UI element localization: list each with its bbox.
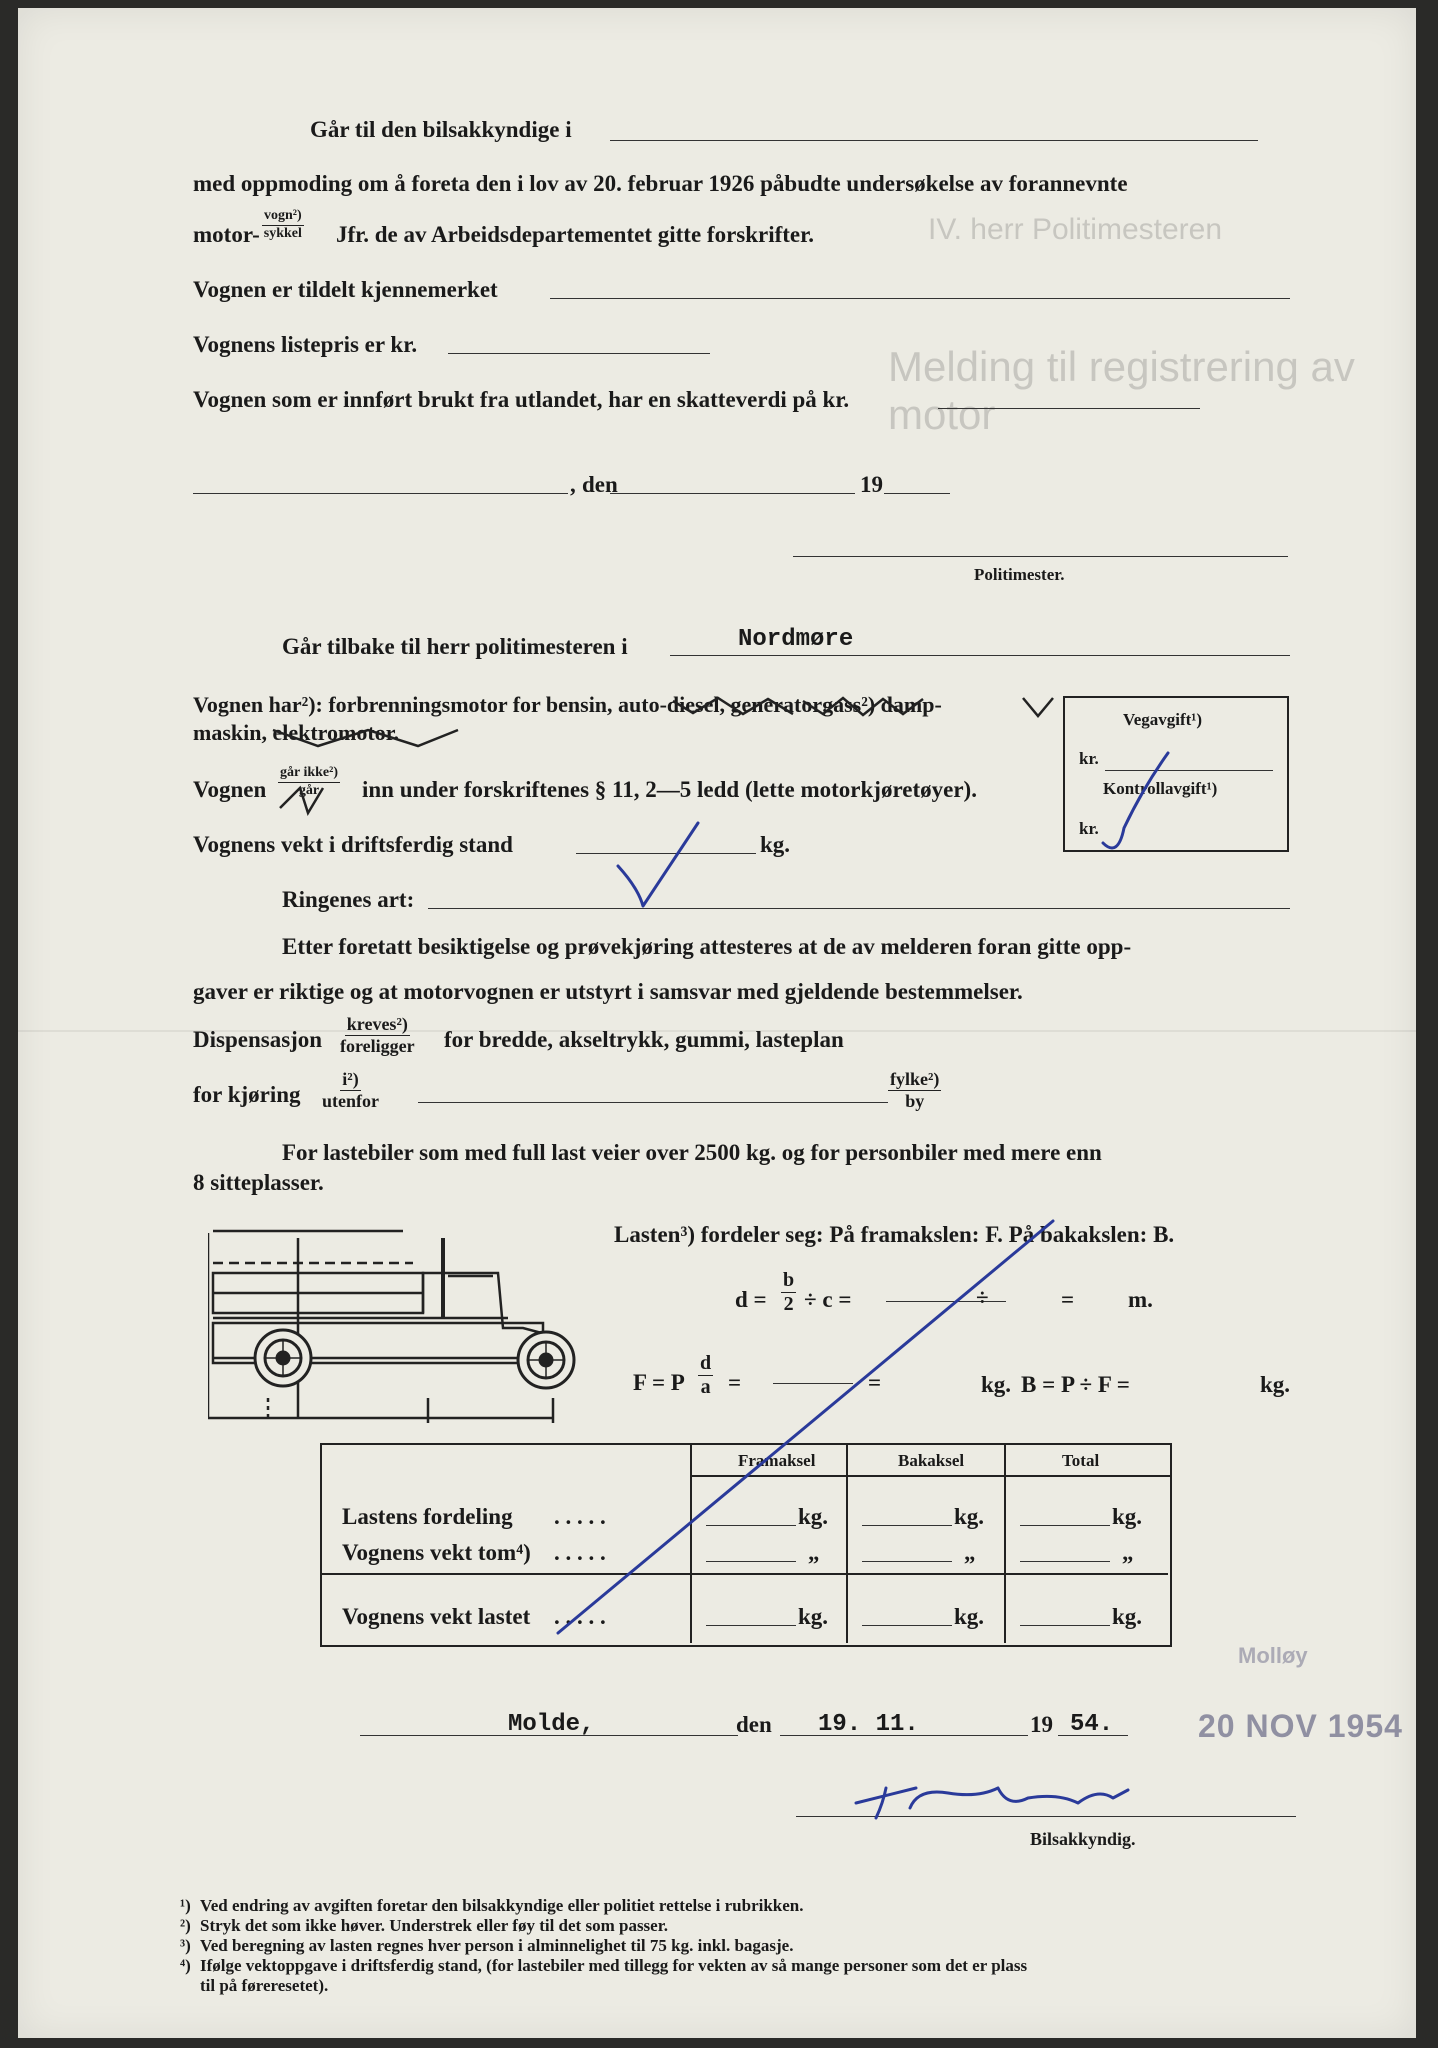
formula-f-eq-p: F = P	[633, 1370, 685, 1395]
text-bredde: for bredde, akseltrykk, gummi, lasteplan	[444, 1027, 844, 1052]
text-den: den	[582, 472, 618, 497]
row-dots: . . . . .	[554, 1504, 606, 1529]
text-kr-1: kr.	[1079, 749, 1099, 768]
row-label-lastens-fordeling: Lastens fordeling	[342, 1504, 513, 1529]
text-forskrift: inn under forskriftenes § 11, 2—5 ledd (lette motorkjøretøyer).	[362, 777, 977, 802]
header-bakaksel: Bakaksel	[898, 1451, 965, 1470]
text-for-kjoring: for kjøring	[193, 1082, 301, 1107]
formula-kg-2: kg.	[1260, 1372, 1291, 1397]
cell-unit: kg.	[798, 1504, 829, 1529]
row-label-vekt-lastet: Vognens vekt lastet	[342, 1604, 531, 1629]
stamp-name: Molløy	[1238, 1643, 1308, 1668]
text-oppmoding: med oppmoding om å foreta den i lov av 20. februar 1926 påbudte undersøkelse av forannevnte	[193, 171, 1128, 196]
fraction-vogn-sykkel: vogn²) sykkel	[263, 208, 302, 241]
text-vekt-driftsferdig: Vognens vekt i driftsferdig stand	[193, 832, 513, 857]
text-politimester: Politimester.	[974, 565, 1065, 584]
text-vognen: Vognen	[193, 777, 267, 802]
typed-molde: Molde,	[508, 1711, 595, 1738]
signature	[856, 1788, 1128, 1818]
text-kontrollavgift: Kontrollavgift¹)	[1103, 779, 1218, 798]
text-sign-den: den	[736, 1712, 772, 1737]
text-attest-2: gaver er riktige og at motorvognen er utstyrt i samsvar med gjeldende bestemmelser.	[193, 979, 1023, 1004]
text-sign-year-prefix: 19	[1030, 1712, 1053, 1737]
text-gaar-tilbake: Går tilbake til herr politimesteren i	[282, 634, 628, 659]
text-motor-type-2: maskin, elektromotor.	[193, 720, 399, 745]
formula-b: B = P ÷ F =	[1021, 1372, 1130, 1397]
text-kg: kg.	[760, 832, 791, 857]
strike-auto-diesel	[673, 698, 793, 714]
formula-eq-1: =	[728, 1370, 742, 1395]
text-motor-type: Vognen har²): forbrenningsmotor for bensin, auto-diesel, generatorgass²) damp-	[193, 692, 942, 717]
formula-d: d =	[735, 1287, 767, 1312]
cell-unit: „	[1122, 1540, 1134, 1565]
cancel-stroke	[558, 1221, 1053, 1633]
text-year-prefix: 19	[860, 472, 883, 497]
cell-unit: „	[808, 1540, 820, 1565]
formula-div: ÷	[976, 1285, 989, 1310]
text-jfr: Jfr. de av Arbeidsdepartementet gitte forskrifter.	[336, 222, 814, 247]
strike-gaar	[280, 788, 323, 813]
typed-nordmore: Nordmøre	[738, 626, 854, 653]
strike-damp	[1023, 698, 1053, 716]
cell-unit: „	[964, 1540, 976, 1565]
footnote: ⁴) Ifølge vektoppgave i driftsferdig stand, (for lastebiler med tillegg for vekten av så mange personer som det er plass	[180, 1956, 1028, 1975]
fraction-gaar: går ikke²) går	[280, 765, 338, 798]
cell-unit: kg.	[954, 1604, 985, 1629]
footnote: ¹) Ved endring av avgiften foretar den bilsakkyndige eller politiet rettelse i rubrikken.	[180, 1896, 804, 1915]
formula-kg-1: kg.	[981, 1372, 1012, 1397]
text-ringenes-art: Ringenes art:	[282, 887, 415, 912]
text-kr-2: kr.	[1079, 819, 1099, 838]
form-page	[18, 8, 1416, 2038]
cell-unit: kg.	[1112, 1604, 1143, 1629]
row-dots: . . . . .	[554, 1604, 606, 1629]
strike-generatorgass	[803, 698, 923, 715]
cell-unit: kg.	[954, 1504, 985, 1529]
text-motor-prefix: motor-	[193, 222, 260, 247]
header-framaksel: Framaksel	[738, 1451, 816, 1470]
cell-unit: kg.	[1112, 1504, 1143, 1529]
text-attest-1: Etter foretatt besiktigelse og prøvekjøring attesteres at de av melderen foran gitte opp-	[282, 934, 1132, 959]
row-dots: . . . . .	[554, 1540, 606, 1565]
fraction-fylke-by: fylke²) by	[890, 1069, 940, 1111]
text-comma: ,	[570, 472, 576, 497]
text-dispensasjon: Dispensasjon	[193, 1027, 323, 1052]
footnote: til på føreresetet).	[200, 1976, 329, 1995]
typed-year: 54.	[1070, 1711, 1114, 1738]
strike-elektromotor	[273, 730, 458, 746]
formula-unit-m: m.	[1128, 1287, 1153, 1312]
text-gaar-til: Går til den bilsakkyndige i	[310, 117, 572, 142]
fraction-kreves: kreves²) foreligger	[340, 1014, 415, 1056]
typed-date: 19. 11.	[818, 1711, 919, 1738]
footnotes	[180, 1896, 1027, 1996]
text-listepris: Vognens listepris er kr.	[193, 332, 418, 357]
handwriting-overlay	[18, 8, 1416, 2038]
row-label-vekt-tom: Vognens vekt tom⁴)	[342, 1540, 531, 1565]
header-total: Total	[1062, 1451, 1100, 1470]
text-bilsakkyndig: Bilsakkyndig.	[1030, 1829, 1136, 1849]
footnote: ²) Stryk det som ikke høver. Understrek eller føy til det som passer.	[180, 1916, 668, 1935]
bleed-through: Melding til registrering av motor	[888, 343, 1355, 438]
text-lastebiler-1: For lastebiler som med full last veier over 2500 kg. og for personbiler med mere enn	[282, 1140, 1102, 1165]
date-stamp: 20 NOV 1954	[1198, 1708, 1403, 1744]
fee-checkmark	[1103, 753, 1168, 848]
text-kjennemerket: Vognen er tildelt kjennemerket	[193, 277, 498, 302]
cell-unit: kg.	[798, 1604, 829, 1629]
fraction-b-2: $\frac{b}{2}$	[783, 1269, 795, 1315]
formula-minus-c: ÷ c =	[804, 1287, 852, 1312]
formula-eq: =	[1061, 1287, 1075, 1312]
text-skatteverdi: Vognen som er innført brukt fra utlandet, har en skatteverdi på kr.	[193, 387, 850, 412]
fraction-i-utenfor: i²) utenfor	[322, 1069, 379, 1111]
fraction-d-a: $\frac{d}{a}$	[700, 1352, 712, 1398]
text-lastebiler-2: 8 sitteplasser.	[193, 1170, 324, 1195]
checkmark	[618, 823, 698, 906]
formula-eq-2: =	[868, 1370, 882, 1395]
text-lasten-fordeler: Lasten³) fordeler seg: På framakslen: F. På bakakslen: B.	[614, 1222, 1175, 1247]
bleed-through: IV. herr Politimesteren	[928, 213, 1223, 246]
footnote: ³) Ved beregning av lasten regnes hver person i alminnelighet til 75 kg. inkl. bagasje.	[180, 1936, 794, 1955]
text-vegavgift: Vegavgift¹)	[1123, 710, 1203, 729]
